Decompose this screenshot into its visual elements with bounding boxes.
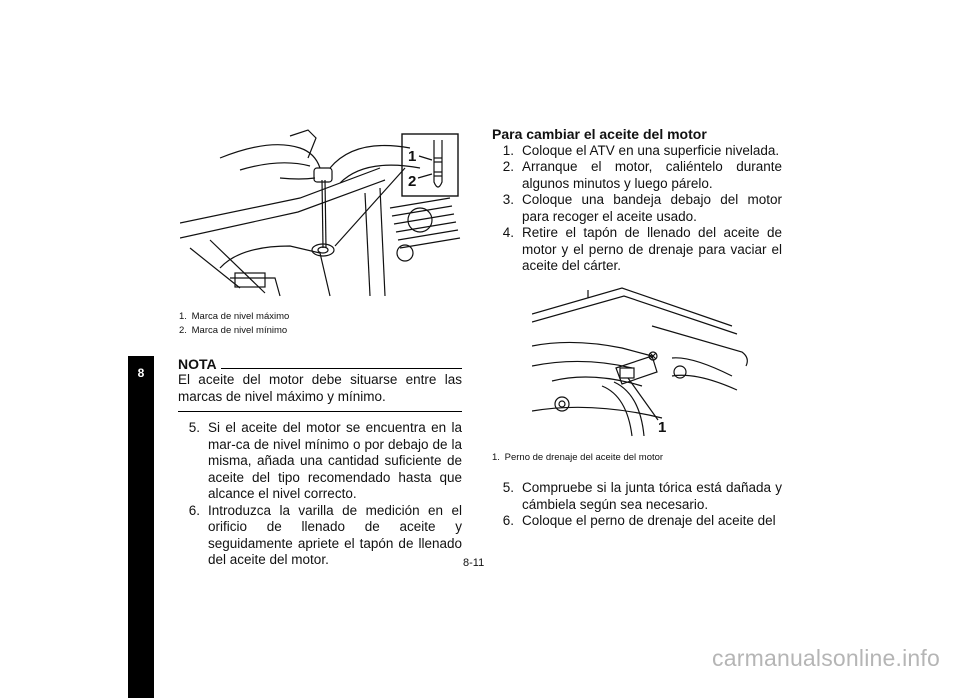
caption-line: 1. Perno de drenaje del aceite del motor — [492, 452, 664, 463]
left-steps — [178, 420, 462, 569]
right-section — [492, 126, 782, 275]
list-item: 2. Arranque el motor, caliéntelo durante algunos minutos y luego párelo. — [502, 159, 782, 191]
page-number: 8-11 — [463, 557, 485, 569]
list-item: 4. Retire el tapón de llenado del aceite de motor y el perno de drenaje para vaciar el aceite del cárter. — [502, 225, 782, 273]
right-figure-caption — [492, 451, 782, 465]
nota-rule — [221, 368, 462, 369]
nota-box — [178, 356, 462, 412]
callout-drain-bolt: 1 — [658, 419, 667, 436]
nota-title: NOTA — [178, 356, 217, 372]
section-title: Para cambiar el aceite del motor — [492, 126, 707, 142]
watermark: carmanualsonline.info — [712, 645, 940, 671]
list-item: 1. Coloque el ATV en una superficie nivelada. — [502, 142, 780, 158]
left-figure-caption — [179, 310, 459, 338]
dipstick-illustration — [180, 128, 462, 298]
right-steps — [492, 480, 782, 530]
list-item: 6. Introduzca la varilla de medición en el orificio de llenado de aceite y seguidamente apriete el tapón de llenado del aceite del motor. — [188, 502, 462, 567]
caption-line: 1. Marca de nivel máximo — [179, 311, 290, 322]
callout-min: 2 — [408, 173, 417, 190]
caption-line: 2. Marca de nivel mínimo — [179, 325, 288, 336]
list-item: 5. Si el aceite del motor se encuentra en la mar-ca de nivel mínimo o por debajo de la misma, añada una cantidad suficiente de aceite del tipo recomendado hasta que alcance el nivel correcto. — [188, 420, 462, 501]
drain-bolt-illustration — [532, 286, 754, 438]
chapter-number: 8 — [137, 366, 145, 380]
list-item: 6. Coloque el perno de drenaje del aceite del — [502, 513, 776, 528]
nota-text: El aceite del motor debe situarse entre las marcas de nivel máximo y mínimo. — [178, 372, 462, 412]
nota-heading — [178, 356, 462, 372]
engine-drain-drawing — [532, 286, 754, 438]
list-item: 3. Coloque una bandeja debajo del motor para recoger el aceite usado. — [502, 192, 782, 224]
list-item: 5. Compruebe si la junta tórica está dañada y cámbiela según sea necesario. — [502, 480, 782, 512]
callout-max: 1 — [408, 148, 417, 165]
chapter-tab — [128, 356, 154, 698]
engine-dipstick-drawing — [180, 128, 462, 298]
